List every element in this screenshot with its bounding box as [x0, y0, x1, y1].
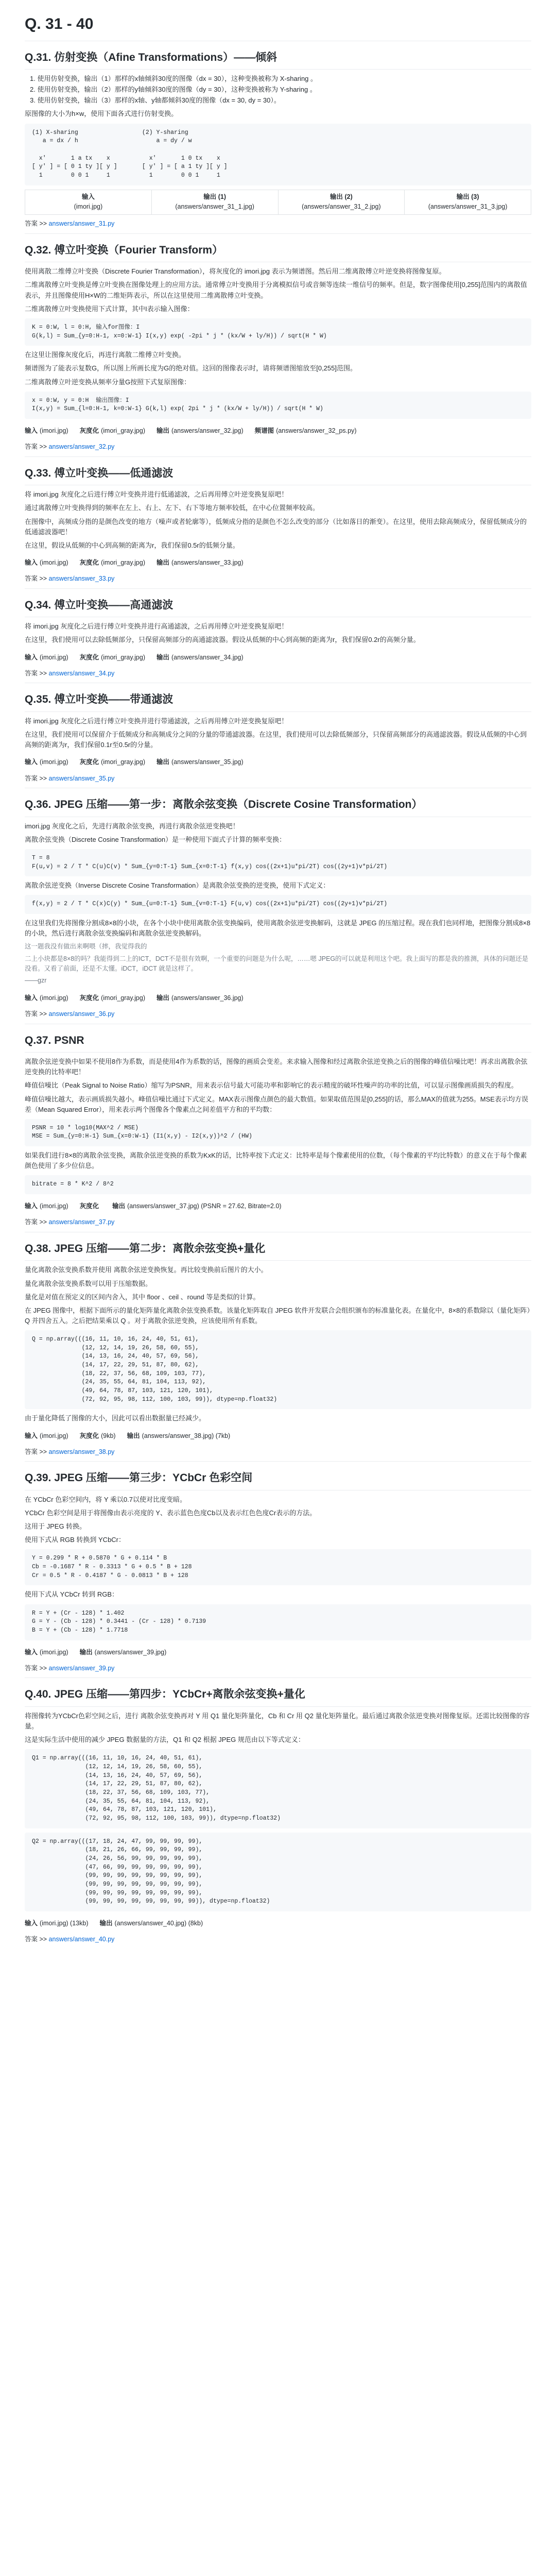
code-block: Q2 = np.array(((17, 18, 24, 47, 99, 99, 99, 99), (18, 21, 26, 66, 99, 99, 99, 99), (24, 26, 56, 99, 99, 99, 99, 99), (47, 66, 99, 99, 99, 99, 99, 99), (99, 99, 99, 99, 99, 99, 99, 99), (99, 99, 99, 99, 99, 99, 99, 99), (99, 99, 99, 99, 99, 99, 99, 99), (99, 99, 99, 99, 99, 99, 99, 99)), dtype=np.float32)	[25, 1833, 531, 1911]
image-item	[25, 1201, 68, 1211]
image-item-title: 输出	[157, 427, 170, 434]
answer-prefix: 答案 >>	[25, 1448, 49, 1455]
answer-prefix: 答案 >>	[25, 1665, 49, 1672]
image-item	[80, 993, 145, 1003]
paragraph: 在图像中，高频成分指的是颜色改变的地方（噪声或者轮廓等），低频成分指的是颜色不怎么改变的部分（比如落日的渐变）。在这里，使用去除高频成分，保留低频成分的低通滤波器吧！	[25, 517, 527, 536]
answer-link[interactable]: answers/answer_36.py	[48, 1010, 115, 1018]
image-item-source: (answers/answer_35.jpg)	[171, 758, 244, 766]
answer-link[interactable]: answers/answer_40.py	[48, 1936, 115, 1943]
image-item-source: (imori.jpg)	[40, 1648, 68, 1656]
answer-prefix: 答案 >>	[25, 575, 49, 583]
answer-line	[25, 774, 531, 784]
section-q37	[25, 1032, 531, 1232]
answer-prefix: 答案 >>	[25, 774, 49, 782]
image-item-title: 灰度化	[79, 427, 99, 434]
divider	[25, 1461, 531, 1462]
answer-line	[25, 1447, 531, 1457]
image-row	[25, 1917, 531, 1930]
paragraph: 将 imori.jpg 灰度化之后进行傅立叶变换并进行低通滤波，之后再用傅立叶逆变换复原吧！	[25, 490, 288, 499]
image-item-source: (imori_gray.jpg)	[101, 994, 145, 1002]
paragraph: 在这里让图像灰度化后，再进行离散二维傅立叶变换。	[25, 351, 186, 359]
image-item	[99, 1919, 203, 1928]
image-row	[25, 991, 531, 1005]
image-item	[25, 757, 68, 767]
image-item-source: (imori.jpg)	[40, 1432, 68, 1439]
paragraph: 量化是对值在预定义的区间内舍入，其中 floor 、ceil 、round 等是类似的计算。	[25, 1293, 260, 1301]
image-row	[25, 755, 531, 769]
answer-link[interactable]: answers/answer_38.py	[48, 1448, 115, 1455]
answer-prefix: 答案 >>	[25, 669, 49, 677]
image-cell-source: (answers/answer_31_1.jpg)	[175, 203, 254, 211]
section-q36	[25, 796, 531, 1024]
image-item-title: 输出	[157, 758, 170, 766]
paragraph: 将图像转为YCbCr色彩空间之后，进行 离散余弦变换再对 Y 用 Q1 量化矩阵量化，Cb 和 Cr 用 Q2 量化矩阵量化。最后通过离散余弦逆变换对图像复原。还需比较图像的容量。	[25, 1711, 530, 1731]
answer-prefix: 答案 >>	[25, 220, 49, 228]
paragraph: 通过离散傅立叶变换得到的频率在左上、右上、左下、右下等地方频率较低，在中心位置频率较高。	[25, 504, 320, 512]
image-item-source: (imori.jpg)	[40, 427, 68, 434]
image-cell	[151, 190, 279, 215]
paragraph: 二维离散傅立叶逆变换从频率分量G按照下式复原图像：	[25, 378, 191, 386]
image-row	[25, 1199, 531, 1213]
image-item-source: (answers/answer_32_ps.py)	[276, 427, 357, 434]
paragraph: 二维离散傅立叶变换使用下式计算，其中I表示输入图像：	[25, 304, 194, 313]
paragraph: 在 JPEG 图像中，根据下面所示的量化矩阵量化离散余弦变换系数。该量化矩阵取自 JPEG 软件开发联合会组织颁布的标准量化表。在量化中，8×8的系数除以（量化矩阵）Q 并四舍五入。之后把结果乘以 Q 。对于离散余弦逆变换，应该使用所有系数。	[25, 1306, 530, 1325]
image-item-source: (answers/answer_32.jpg)	[171, 427, 244, 434]
note-quote: 这一题我没有做出来啊喂（摔，我觉得我的	[25, 943, 147, 951]
paragraph: 离散余弦变换（Discrete Cosine Transformation）是一种使用下面式子计算的频率变换：	[25, 835, 286, 843]
list-item: 3. 使用仿射变换，输出（3）那样的x轴、y轴都倾斜30度的图像（dx = 30, dy = 30）。	[30, 96, 281, 105]
image-item-source: (imori.jpg) (13kb)	[40, 1920, 89, 1927]
paragraph: imori.jpg 灰度化之后，先进行离散余弦变换，再进行离散余弦逆变换吧！	[25, 822, 239, 830]
image-item-title: 灰度化	[79, 994, 99, 1002]
section-heading: Q.31. 仿射变换（Afine Transformations）——倾斜	[25, 49, 531, 70]
code-block: T = 8 F(u,v) = 2 / T * C(u)C(v) * Sum_{y=0:T-1} Sum_{x=0:T-1} f(x,y) cos((2x+1)u*pi/2T) cos((2y+1)v*pi/2T)	[25, 849, 531, 876]
image-item-title: 输入	[25, 1920, 38, 1927]
image-item-source: (answers/answer_37.jpg) (PSNR = 27.62, Bitrate=2.0)	[127, 1202, 282, 1210]
list-item: 1. 使用仿射变换，输出（1）那样的x轴倾斜30度的图像（dx = 30），这种变换被称为 X-sharing 。	[30, 75, 318, 83]
answer-link[interactable]: answers/answer_33.py	[48, 575, 115, 583]
image-row	[25, 556, 531, 570]
image-item	[25, 653, 68, 663]
code-block: bitrate = 8 * K^2 / 8^2	[25, 1175, 531, 1194]
image-row	[25, 1646, 531, 1659]
answer-link[interactable]: answers/answer_34.py	[48, 669, 115, 677]
answer-line	[25, 442, 531, 452]
image-item	[25, 1919, 88, 1928]
image-item-title: 灰度化	[79, 1202, 99, 1210]
image-item	[157, 558, 244, 568]
answer-line	[25, 669, 531, 679]
image-item-source: (imori_gray.jpg)	[101, 758, 145, 766]
image-item	[80, 1648, 167, 1657]
image-item-title: 输入	[25, 994, 38, 1002]
image-cell	[278, 190, 405, 215]
image-item	[80, 1201, 101, 1211]
paragraph: 量化离散余弦变换系数并使用 离散余弦逆变换恢复。再比较变换前后图片的大小。	[25, 1266, 268, 1274]
image-item	[157, 993, 244, 1003]
section-heading: Q.39. JPEG 压缩——第三步：YCbCr 色彩空间	[25, 1470, 531, 1490]
answer-line	[25, 1935, 531, 1944]
image-item-source: (imori_gray.jpg)	[101, 653, 145, 661]
image-cell-source: (answers/answer_31_2.jpg)	[302, 203, 381, 211]
image-item-source: (imori.jpg)	[40, 653, 68, 661]
image-item-source: (imori.jpg)	[40, 994, 68, 1002]
image-item-source: (imori_gray.jpg)	[101, 427, 145, 434]
image-item-title: 输出	[99, 1920, 113, 1927]
image-item	[112, 1201, 281, 1211]
code-block: Q1 = np.array(((16, 11, 10, 16, 24, 40, 51, 61), (12, 12, 14, 19, 26, 58, 60, 55), (14, 13, 16, 24, 40, 57, 69, 56), (14, 17, 22, 29, 51, 87, 80, 62), (18, 22, 37, 56, 68, 109, 103, 77), (24, 35, 55, 64, 81, 104, 113, 92), (49, 64, 78, 87, 103, 121, 120, 101), (72, 92, 95, 98, 112, 100, 103, 99)), dtype=np.float32)	[25, 1749, 531, 1828]
answer-line	[25, 1217, 531, 1227]
section-q35	[25, 691, 531, 788]
image-cell-source: (imori.jpg)	[74, 203, 103, 211]
image-item-title: 输入	[25, 1648, 38, 1656]
note-quote: ——gzr	[25, 977, 47, 985]
answer-prefix: 答案 >>	[25, 1936, 49, 1943]
image-cell	[404, 190, 531, 215]
image-item-title: 灰度化	[79, 653, 99, 661]
image-item	[80, 653, 145, 663]
section-heading: Q.35. 傅立叶变换——带通滤波	[25, 691, 531, 712]
image-item	[25, 1648, 68, 1657]
image-item	[80, 757, 145, 767]
image-item-title: 输出	[79, 1648, 93, 1656]
image-item-title: 输出	[157, 994, 170, 1002]
image-item-source: (imori.jpg)	[40, 758, 68, 766]
answer-link[interactable]: answers/answer_37.py	[48, 1218, 115, 1226]
image-item	[157, 426, 244, 436]
image-item-title: 输出	[112, 1202, 126, 1210]
image-item-title: 输入	[25, 1202, 38, 1210]
image-item-source: (imori_gray.jpg)	[101, 558, 145, 566]
image-row	[25, 651, 531, 665]
answer-line	[25, 1009, 531, 1019]
section-q32	[25, 242, 531, 457]
code-block: PSNR = 10 * log10(MAX^2 / MSE) MSE = Sum_{y=0:H-1} Sum_{x=0:W-1} (I1(x,y) - I2(x,y))^2 / (HW)	[25, 1119, 531, 1146]
image-item-title: 输出	[157, 653, 170, 661]
paragraph: 在这里，我们使用可以去除低频部分，只保留高频部分的高通滤波器。假设从低频的中心到高频的距离为r，我们保留0.2r的高频分量。	[25, 636, 420, 644]
image-item-title: 输入	[25, 1432, 38, 1439]
image-item-source: (answers/answer_38.jpg) (7kb)	[142, 1432, 231, 1439]
paragraph: 在这里我们先将图像分割成8×8的小块，在各个小块中使用离散余弦变换编码，使用离散余弦逆变换解码，这就是 JPEG 的压缩过程。现在我们也同样地，把图像分割成8×8的小块，然后进行离散余弦变换编码和离散余弦逆变换解码。	[25, 919, 531, 938]
image-item-source: (imori.jpg)	[40, 558, 68, 566]
section-q31	[25, 49, 531, 234]
image-item	[80, 558, 145, 568]
answer-line	[25, 574, 531, 584]
answer-link[interactable]: answers/answer_39.py	[48, 1665, 115, 1672]
image-item	[157, 653, 244, 663]
image-item-source: (answers/answer_33.jpg)	[171, 558, 244, 566]
image-item-title: 输出	[157, 558, 170, 566]
answer-prefix: 答案 >>	[25, 1010, 49, 1018]
code-block: f(x,y) = 2 / T * C(x)C(y) * Sum_{u=0:T-1} Sum_{v=0:T-1} F(u,v) cos((2x+1)u*pi/2T) cos((2y+1)v*pi/2T)	[25, 895, 531, 914]
image-item	[127, 1431, 231, 1441]
image-item-title: 灰度化	[79, 758, 99, 766]
image-item-source: (answers/answer_36.jpg)	[171, 994, 244, 1002]
section-heading: Q.40. JPEG 压缩——第四步：YCbCr+离散余弦变换+量化	[25, 1686, 531, 1707]
image-item-title: 输入	[25, 653, 38, 661]
section-heading: Q.33. 傅立叶变换——低通滤波	[25, 465, 531, 486]
answer-line	[25, 219, 531, 229]
image-item-source: (imori.jpg)	[40, 1202, 68, 1210]
image-item	[25, 993, 68, 1003]
image-cell-title: 输出 (3)	[456, 193, 479, 200]
paragraph: 频谱图为了能表示复数G，所以图上所画长度为G的绝对值。这回的图像表示时，请将频谱图缩放至[0,255]范围。	[25, 364, 357, 372]
paragraph: 在这里，假设从低频的中心到高频的距离为r，我们保留0.5r的低频分量。	[25, 541, 239, 549]
paragraph: 使用离散二维傅立叶变换（Discrete Fourier Transformation），将灰度化的 imori.jpg 表示为频谱图。然后用二维离散傅立叶逆变换将图像复原。	[25, 267, 446, 276]
section-heading: Q.37. PSNR	[25, 1032, 531, 1053]
section-q40	[25, 1686, 531, 1944]
paragraph: 二维离散傅立叶变换是傅立叶变换在图像处理上的应用方法。通常傅立叶变换用于分离模拟信号或音频等连续一维信号的频率。但是，数字图像使用[0,255]范围内的离散值表示，并且图像使用H×W的二维矩阵表示，所以在这里使用二维离散傅立叶变换。	[25, 281, 527, 299]
image-cell	[25, 190, 152, 215]
image-item-title: 输入	[25, 758, 38, 766]
image-cell-title: 输入	[81, 193, 95, 200]
section-q34	[25, 597, 531, 684]
image-item	[157, 757, 244, 767]
code-block: Y = 0.299 * R + 0.5870 * G + 0.114 * B Cb = -0.1687 * R - 0.3313 * G + 0.5 * B + 128 Cr = 0.5 * R - 0.4187 * G - 0.0813 * B + 128	[25, 1549, 531, 1585]
answer-line	[25, 1664, 531, 1673]
code-block: Q = np.array(((16, 11, 10, 16, 24, 40, 51, 61), (12, 12, 14, 19, 26, 58, 60, 55), (14, 13, 16, 24, 40, 57, 69, 56), (14, 17, 22, 29, 51, 87, 80, 62), (18, 22, 37, 56, 68, 109, 103, 77), (24, 35, 55, 64, 81, 104, 113, 92), (49, 64, 78, 87, 103, 121, 120, 101), (72, 92, 95, 98, 112, 100, 103, 99)), dtype=np.float32)	[25, 1330, 531, 1409]
page-title: Q. 31 - 40	[25, 12, 531, 41]
answer-link[interactable]: answers/answer_32.py	[48, 443, 115, 451]
image-item-title: 灰度化	[79, 558, 99, 566]
paragraph: 如果我们进行8×8的离散余弦变换，离散余弦逆变换的系数为KxK的话，比特率按下式定义：比特率是每个像素使用的位数，（每个像素的平均比特数）的意义在于每个像素颜色使用了多少位信息。	[25, 1151, 527, 1170]
image-item	[80, 426, 145, 436]
answer-link[interactable]: answers/answer_31.py	[48, 220, 115, 228]
answer-link[interactable]: answers/answer_35.py	[48, 774, 115, 782]
image-item-title: 输入	[25, 427, 38, 434]
image-item	[25, 558, 68, 568]
image-item-source: (9kb)	[101, 1432, 116, 1439]
image-item	[80, 1431, 116, 1441]
image-item-title: 频谱图	[254, 427, 274, 434]
paragraph: 峰值信噪比（Peak Signal to Noise Ratio）缩写为PSNR，用来表示信号最大可能功率和影响它的表示精度的破坏性噪声的功率的比值，可以显示图像画质损失的程度。	[25, 1081, 518, 1090]
paragraph: YCbCr 色彩空间是用于将图像由表示亮度的 Y、表示蓝色色度Cb以及表示红色色度Cr表示的方法。	[25, 1509, 317, 1517]
image-cell-title: 输出 (1)	[203, 193, 226, 200]
paragraph: 量化离散余弦变换系数可以用于压缩数据。	[25, 1279, 152, 1287]
image-row	[25, 1429, 531, 1443]
note-quote: 二上小块都是8×8的吗？我能得到二上的ICT，DCT不是很有效啊，一个重要的问题是为什么呢，……嗯 JPEG的可以就是利用这个吧。我上面写的都是我的推测，具体的问题还是没看。又看了前面，还是不太懂。iDCT，iDCT 就是这样了。	[25, 955, 529, 973]
section-q39	[25, 1470, 531, 1678]
divider	[25, 588, 531, 589]
paragraph: 峰值信噪比越大，表示画质损失越小。峰值信噪比通过下式定义。MAX表示图像点颜色的最大数值。如果取值范围是[0,255]的话，那么MAX的值就为255。MSE表示均方误差（Mean Squared Error），用来表示两个图像各个像素点之间差值平方和的平均数：	[25, 1095, 528, 1113]
paragraph: 原图像的大小为h×w，使用下面各式进行仿射变换。	[25, 110, 178, 118]
paragraph: 在这里，我们使用可以保留介于低频成分和高频成分之间的分量的带通滤波器。在这里，我们使用可以去除低频部分，只保留高频部分的高通滤波器。假设从低频的中心到高频的距离为r，我们保留0.1r至0.5r的分量。	[25, 731, 527, 749]
answer-prefix: 答案 >>	[25, 443, 49, 451]
divider	[25, 233, 531, 234]
image-item	[25, 1431, 68, 1441]
code-block: x = 0:W, y = 0:H 输出图像：I I(x,y) = Sum_{l=0:H-1, k=0:W-1} G(k,l) exp( 2pi * j * (kx/W + ly/H)) / sqrt(H * W)	[25, 392, 531, 419]
section-q33	[25, 465, 531, 589]
paragraph: 在 YCbCr 色彩空间内，将 Y 乘以0.7以使对比度变暗。	[25, 1495, 186, 1503]
section-heading: Q.34. 傅立叶变换——高通滤波	[25, 597, 531, 618]
image-item-source: (answers/answer_34.jpg)	[171, 653, 244, 661]
paragraph: 由于量化降低了图像的大小，因此可以看出数据量已经减少。	[25, 1414, 206, 1422]
paragraph: 将 imori.jpg 灰度化之后进行傅立叶变换并进行高通滤波，之后再用傅立叶逆变换复原吧！	[25, 622, 288, 631]
list-item: 2. 使用仿射变换，输出（2）那样的y轴倾斜30度的图像（dy = 30），这种变换被称为 Y-sharing 。	[30, 86, 317, 94]
image-item	[255, 426, 357, 436]
paragraph: 离散余弦逆变换中如果不使用8作为系数，而是使用4作为系数的话，图像的画质会变差。来求输入图像和经过离散余弦逆变换之后的图像的峰值信噪比吧！再求出离散余弦逆变换的比特率吧！	[25, 1058, 528, 1076]
section-q38	[25, 1241, 531, 1462]
image-cell-source: (answers/answer_31_3.jpg)	[428, 203, 508, 211]
divider	[25, 456, 531, 457]
image-item-title: 灰度化	[79, 1432, 99, 1439]
image-item-source: (answers/answer_40.jpg) (8kb)	[114, 1920, 203, 1927]
image-cell-title: 输出 (2)	[329, 193, 353, 200]
paragraph: 使用下式从 YCbCr 转到 RGB：	[25, 1590, 119, 1599]
paragraph: 离散余弦逆变换（Inverse Discrete Cosine Transformation）是离散余弦变换的逆变换，使用下式定义：	[25, 882, 330, 890]
section-heading: Q.32. 傅立叶变换（Fourier Transform）	[25, 242, 531, 263]
code-block: R = Y + (Cr - 128) * 1.402 G = Y - (Cb - 128) * 0.3441 - (Cr - 128) * 0.7139 B = Y + (Cb - 128) * 1.7718	[25, 1604, 531, 1640]
code-block: (1) X-sharing (2) Y-sharing a = dx / h a = dy / w x' 1 a tx x x' 1 0 tx x [ y' ] = [ 0 1 ty ][ y ] [ y' ] = [ a 1 ty ][ y ] 1 0 0 1 1 1 0 0 1 1	[25, 124, 531, 185]
image-item	[25, 426, 68, 436]
paragraph: 这用于 JPEG 转换。	[25, 1522, 86, 1531]
divider	[25, 1677, 531, 1678]
code-block: K = 0:W, l = 0:H, 输入for图像：I G(k,l) = Sum_{y=0:H-1, x=0:W-1} I(x,y) exp( -2pi * j * (kx/W + ly/H)) / sqrt(H * W)	[25, 318, 531, 346]
section-heading: Q.36. JPEG 压缩——第一步：离散余弦变换（Discrete Cosine Transformation）	[25, 796, 531, 817]
section-heading: Q.38. JPEG 压缩——第二步：离散余弦变换+量化	[25, 1241, 531, 1261]
answer-prefix: 答案 >>	[25, 1218, 49, 1226]
image-item-title: 输入	[25, 558, 38, 566]
image-item-title: 输出	[127, 1432, 140, 1439]
image-table	[25, 190, 531, 215]
image-row	[25, 424, 531, 438]
paragraph: 使用下式从 RGB 转换到 YCbCr：	[25, 1536, 126, 1544]
image-item-source: (answers/answer_39.jpg)	[94, 1648, 167, 1656]
paragraph: 这是实际生活中使用的减少 JPEG 数据量的方法，Q1 和 Q2 根据 JPEG 规范由以下等式定义：	[25, 1736, 305, 1744]
paragraph: 将 imori.jpg 灰度化之后进行傅立叶变换并进行带通滤波，之后再用傅立叶逆变换复原吧！	[25, 717, 288, 725]
